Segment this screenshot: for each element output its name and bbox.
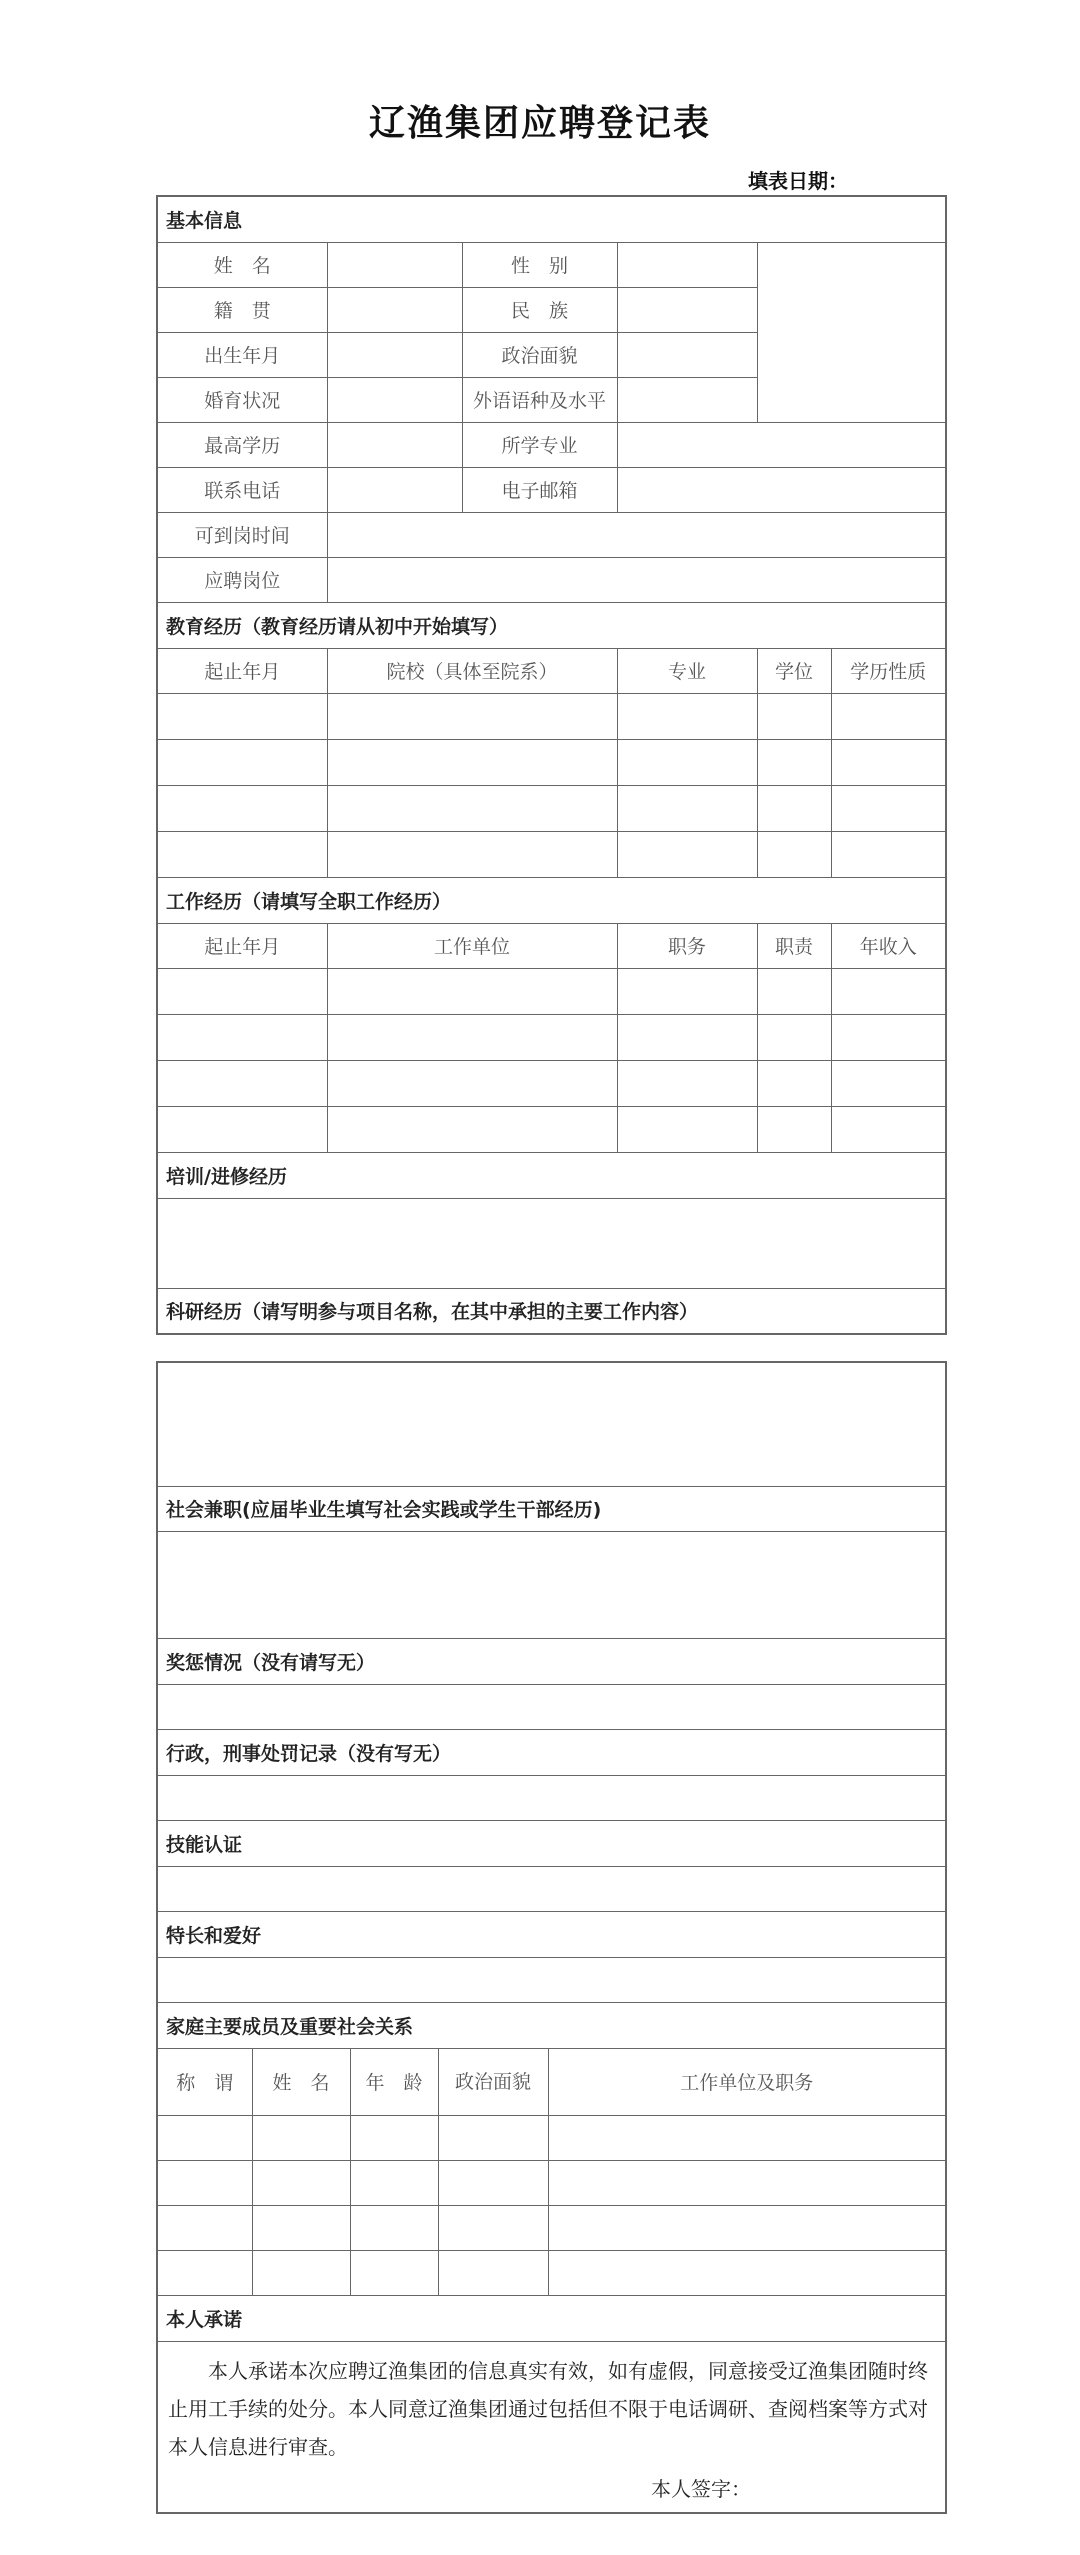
cell[interactable]	[438, 2160, 548, 2205]
name-field[interactable]	[327, 242, 462, 287]
major-field[interactable]	[617, 422, 946, 467]
table-row	[157, 2160, 946, 2205]
social-field[interactable]	[157, 1531, 946, 1638]
work-col-income: 年收入	[831, 923, 946, 968]
cell[interactable]	[438, 2250, 548, 2295]
penalty-field[interactable]	[157, 1775, 946, 1820]
pledge-heading: 本人承诺	[157, 2295, 946, 2341]
cell[interactable]	[157, 1106, 327, 1152]
cell[interactable]	[157, 968, 327, 1014]
cell[interactable]	[757, 693, 831, 739]
table-row	[157, 2205, 946, 2250]
hobbies-heading: 特长和爱好	[157, 1911, 946, 1957]
marital-field[interactable]	[327, 377, 462, 422]
cell[interactable]	[157, 785, 327, 831]
cell[interactable]	[327, 1060, 617, 1106]
pledge-box	[157, 2341, 946, 2513]
origin-field[interactable]	[327, 287, 462, 332]
research-heading: 科研经历（请写明参与项目名称，在其中承担的主要工作内容）	[157, 1288, 946, 1334]
cell[interactable]	[617, 739, 757, 785]
email-field[interactable]	[617, 467, 946, 512]
edu-col-type: 学历性质	[831, 648, 946, 693]
cell[interactable]	[252, 2205, 350, 2250]
edu-col-degree: 学位	[757, 648, 831, 693]
politics-field[interactable]	[617, 332, 757, 377]
gender-label: 性 别	[462, 242, 617, 287]
work-heading: 工作经历（请填写全职工作经历）	[157, 877, 946, 923]
cell[interactable]	[757, 739, 831, 785]
cell[interactable]	[831, 739, 946, 785]
skills-field[interactable]	[157, 1866, 946, 1911]
cell[interactable]	[327, 1014, 617, 1060]
cell[interactable]	[157, 693, 327, 739]
table-row	[157, 831, 946, 877]
cell[interactable]	[157, 2115, 252, 2160]
edu-col-school: 院校（具体至院系）	[327, 648, 617, 693]
major-label: 所学专业	[462, 422, 617, 467]
gender-field[interactable]	[617, 242, 757, 287]
education-heading: 教育经历（教育经历请从初中开始填写）	[157, 602, 946, 648]
email-label: 电子邮箱	[462, 467, 617, 512]
awards-heading: 奖惩情况（没有请写无）	[157, 1638, 946, 1684]
cell[interactable]	[831, 785, 946, 831]
language-field[interactable]	[617, 377, 757, 422]
cell[interactable]	[252, 2250, 350, 2295]
pledge-text: 本人承诺本次应聘辽渔集团的信息真实有效，如有虚假，同意接受辽渔集团随时终止用工手续的处分。本人同意辽渔集团通过包括但不限于电话调研、查阅档案等方式对本人信息进行审查。	[168, 2358, 928, 2459]
cell[interactable]	[757, 968, 831, 1014]
cell[interactable]	[831, 968, 946, 1014]
cell[interactable]	[350, 2250, 438, 2295]
family-col-age: 年 龄	[350, 2048, 438, 2115]
cell[interactable]	[617, 968, 757, 1014]
cell[interactable]	[327, 693, 617, 739]
table-row	[157, 968, 946, 1014]
social-heading: 社会兼职(应届毕业生填写社会实践或学生干部经历)	[157, 1486, 946, 1531]
cell[interactable]	[831, 1106, 946, 1152]
ethnicity-field[interactable]	[617, 287, 757, 332]
position-field[interactable]	[327, 557, 946, 602]
cell[interactable]	[157, 1014, 327, 1060]
birth-field[interactable]	[327, 332, 462, 377]
photo-box[interactable]	[757, 242, 946, 422]
family-col-politics: 政治面貌	[438, 2048, 548, 2115]
cell[interactable]	[157, 2250, 252, 2295]
cell[interactable]	[831, 693, 946, 739]
cell[interactable]	[157, 2160, 252, 2205]
cell[interactable]	[327, 739, 617, 785]
family-col-name: 姓 名	[252, 2048, 350, 2115]
cell[interactable]	[548, 2205, 946, 2250]
cell[interactable]	[617, 1106, 757, 1152]
cell[interactable]	[757, 1106, 831, 1152]
edu-col-major: 专业	[617, 648, 757, 693]
cell[interactable]	[757, 831, 831, 877]
ethnicity-label: 民 族	[462, 287, 617, 332]
cell[interactable]	[617, 1060, 757, 1106]
cell[interactable]	[350, 2205, 438, 2250]
hobbies-field[interactable]	[157, 1957, 946, 2002]
basic-info-heading: 基本信息	[157, 196, 946, 242]
table-row	[157, 785, 946, 831]
cell[interactable]	[757, 785, 831, 831]
cell[interactable]	[438, 2205, 548, 2250]
cell[interactable]	[831, 831, 946, 877]
cell[interactable]	[438, 2115, 548, 2160]
cell[interactable]	[252, 2115, 350, 2160]
language-label: 外语语种及水平	[462, 377, 617, 422]
skills-heading: 技能认证	[157, 1820, 946, 1866]
degree-label: 最高学历	[157, 422, 327, 467]
marital-label: 婚育状况	[157, 377, 327, 422]
awards-field[interactable]	[157, 1684, 946, 1729]
cell[interactable]	[327, 785, 617, 831]
phone-label: 联系电话	[157, 467, 327, 512]
cell[interactable]	[548, 2115, 946, 2160]
work-col-duty: 职责	[757, 923, 831, 968]
table-row	[157, 1060, 946, 1106]
cell[interactable]	[252, 2160, 350, 2205]
cell[interactable]	[548, 2160, 946, 2205]
birth-label: 出生年月	[157, 332, 327, 377]
cell[interactable]	[350, 2160, 438, 2205]
family-heading: 家庭主要成员及重要社会关系	[157, 2002, 946, 2048]
cell[interactable]	[831, 1060, 946, 1106]
cell[interactable]	[327, 968, 617, 1014]
table-row	[157, 1106, 946, 1152]
work-col-period: 起止年月	[157, 923, 327, 968]
cell[interactable]	[350, 2115, 438, 2160]
family-col-employer: 工作单位及职务	[548, 2048, 946, 2115]
cell[interactable]	[617, 1014, 757, 1060]
cell[interactable]	[617, 693, 757, 739]
table-row	[157, 739, 946, 785]
work-col-title: 职务	[617, 923, 757, 968]
cell[interactable]	[327, 1106, 617, 1152]
cell[interactable]	[157, 2205, 252, 2250]
cell[interactable]	[157, 831, 327, 877]
cell[interactable]	[831, 1014, 946, 1060]
registration-form-part-2	[156, 1361, 947, 2514]
registration-form-part-1	[156, 195, 947, 1335]
cell[interactable]	[157, 739, 327, 785]
degree-field[interactable]	[327, 422, 462, 467]
work-col-employer: 工作单位	[327, 923, 617, 968]
table-row	[157, 2115, 946, 2160]
edu-col-period: 起止年月	[157, 648, 327, 693]
name-label: 姓 名	[157, 242, 327, 287]
phone-field[interactable]	[327, 467, 462, 512]
training-field[interactable]	[157, 1198, 946, 1288]
table-row	[157, 693, 946, 739]
politics-label: 政治面貌	[462, 332, 617, 377]
fill-date-label: 填表日期：	[748, 169, 848, 193]
cell[interactable]	[617, 831, 757, 877]
cell[interactable]	[617, 785, 757, 831]
cell[interactable]	[157, 1060, 327, 1106]
origin-label: 籍 贯	[157, 287, 327, 332]
position-label: 应聘岗位	[157, 557, 327, 602]
training-heading: 培训/进修经历	[157, 1152, 946, 1198]
cell[interactable]	[757, 1060, 831, 1106]
penalty-heading: 行政，刑事处罚记录（没有写无）	[157, 1729, 946, 1775]
signature-label: 本人签字：	[651, 2476, 751, 2501]
available-field[interactable]	[327, 512, 946, 557]
family-col-relation: 称 谓	[157, 2048, 252, 2115]
cell[interactable]	[327, 831, 617, 877]
table-row	[157, 1014, 946, 1060]
form-title: 辽渔集团应聘登记表	[368, 103, 711, 144]
research-field[interactable]	[157, 1362, 946, 1486]
cell[interactable]	[757, 1014, 831, 1060]
cell[interactable]	[548, 2250, 946, 2295]
available-label: 可到岗时间	[157, 512, 327, 557]
table-row	[157, 2250, 946, 2295]
